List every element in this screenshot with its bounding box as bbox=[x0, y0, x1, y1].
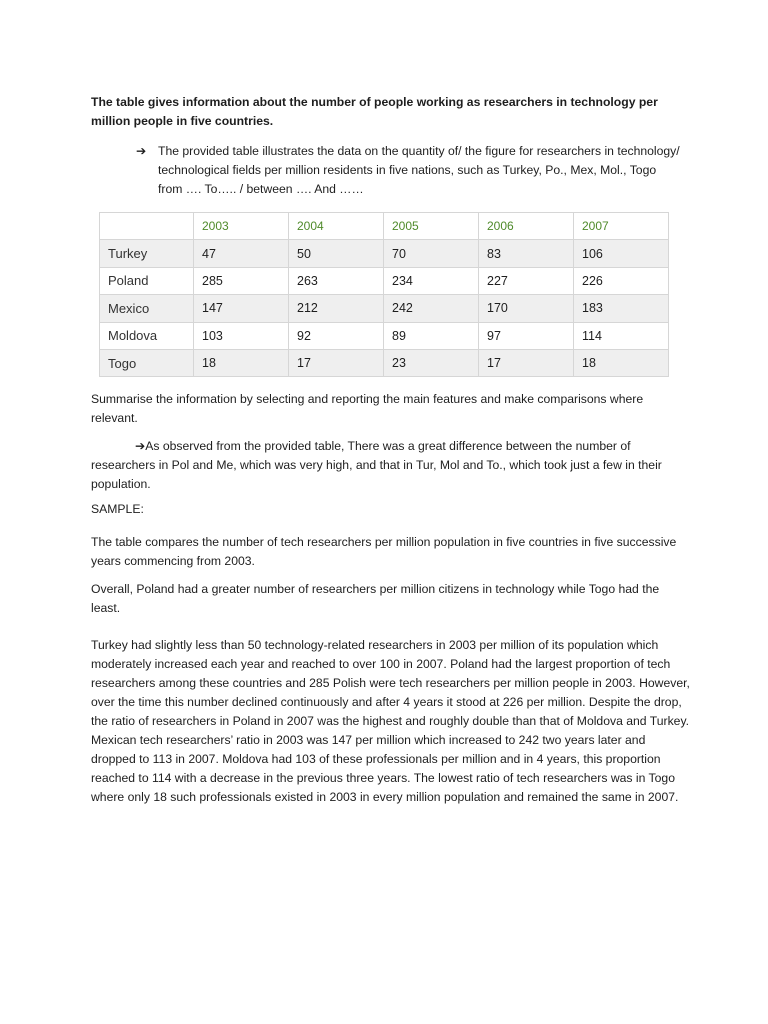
value-cell: 17 bbox=[289, 349, 384, 376]
table-row bbox=[100, 322, 669, 349]
task-title: The table gives information about the number of people working as researchers in technology per million people in five countries. bbox=[91, 95, 658, 128]
value-cell: 212 bbox=[289, 295, 384, 322]
table-header-year: 2004 bbox=[289, 213, 384, 240]
arrow-bullet-icon: ➔ bbox=[136, 144, 147, 158]
sample-label: SAMPLE: bbox=[91, 502, 144, 516]
value-cell: 18 bbox=[194, 349, 289, 376]
table-header-year: 2006 bbox=[479, 213, 574, 240]
table-row bbox=[100, 349, 669, 376]
task-instruction: Summarise the information by selecting and reporting the main features and make comparisons where relevant. bbox=[91, 392, 644, 425]
value-cell: 70 bbox=[384, 240, 479, 267]
table-header-year: 2005 bbox=[384, 213, 479, 240]
value-cell: 114 bbox=[574, 322, 669, 349]
value-cell: 170 bbox=[479, 295, 574, 322]
value-cell: 242 bbox=[384, 295, 479, 322]
value-cell: 227 bbox=[479, 267, 574, 294]
value-cell: 234 bbox=[384, 267, 479, 294]
sample-overview: Overall, Poland had a greater number of researchers per million citizens in technology while Togo had the least. bbox=[91, 582, 660, 615]
table-row bbox=[100, 267, 669, 294]
table-header-year: 2003 bbox=[194, 213, 289, 240]
country-cell: Poland bbox=[100, 267, 194, 294]
sample-body-paragraph: Turkey had slightly less than 50 technology-related researchers in 2003 per million of its population which moderately increased each year and reached to over 100 in 2007. Poland had the largest proportion of tech researchers among these countries and 285 Polish were tech researchers per million people in 2003. However, over the time this number declined continuously and after 4 years it stood at 226 per million. Despite the drop, the ratio of researchers in Poland in 2007 was the highest and roughly double than that of Moldova and Turkey. Mexican tech researchers’ ratio in 2003 was 147 per million which increased to 242 two years later and dropped to 113 in 2007. Moldova had 103 of these professionals per million and in 4 years, this proportion reached to 114 with a decrease in the previous three years. The lowest ratio of tech researchers was in Togo where only 18 such professionals existed in 2003 in every million population and remained the same in 2007. bbox=[91, 638, 690, 804]
table-row bbox=[100, 240, 669, 267]
country-cell: Moldova bbox=[100, 322, 194, 349]
value-cell: 285 bbox=[194, 267, 289, 294]
value-cell: 183 bbox=[574, 295, 669, 322]
value-cell: 17 bbox=[479, 349, 574, 376]
value-cell: 50 bbox=[289, 240, 384, 267]
country-cell: Mexico bbox=[100, 295, 194, 322]
table-header-row bbox=[100, 213, 669, 240]
table-header-year: 2007 bbox=[574, 213, 669, 240]
value-cell: 89 bbox=[384, 322, 479, 349]
value-cell: 263 bbox=[289, 267, 384, 294]
value-cell: 83 bbox=[479, 240, 574, 267]
value-cell: 106 bbox=[574, 240, 669, 267]
intro-bullet bbox=[136, 142, 681, 199]
intro-bullet-text: The provided table illustrates the data on the quantity of/ the figure for researchers in technology/ technological fields per million residents in five nations, such as Turkey, Po., Mex, Mol., Togo from …. To….. / between …. And …… bbox=[158, 144, 680, 196]
value-cell: 226 bbox=[574, 267, 669, 294]
value-cell: 47 bbox=[194, 240, 289, 267]
table-row bbox=[100, 295, 669, 322]
sample-introduction: The table compares the number of tech researchers per million population in five countries in five successive years commencing from 2003. bbox=[91, 535, 677, 568]
value-cell: 103 bbox=[194, 322, 289, 349]
table-header-corner bbox=[100, 213, 194, 240]
value-cell: 23 bbox=[384, 349, 479, 376]
country-cell: Togo bbox=[100, 349, 194, 376]
country-cell: Turkey bbox=[100, 240, 194, 267]
value-cell: 18 bbox=[574, 349, 669, 376]
value-cell: 92 bbox=[289, 322, 384, 349]
observation-paragraph: ➔As observed from the provided table, There was a great difference between the number of researchers in Pol and Me, which was very high, and that in Tur, Mol and To., which took just a few in their population. bbox=[91, 439, 662, 491]
researchers-table bbox=[99, 212, 669, 377]
value-cell: 147 bbox=[194, 295, 289, 322]
value-cell: 97 bbox=[479, 322, 574, 349]
